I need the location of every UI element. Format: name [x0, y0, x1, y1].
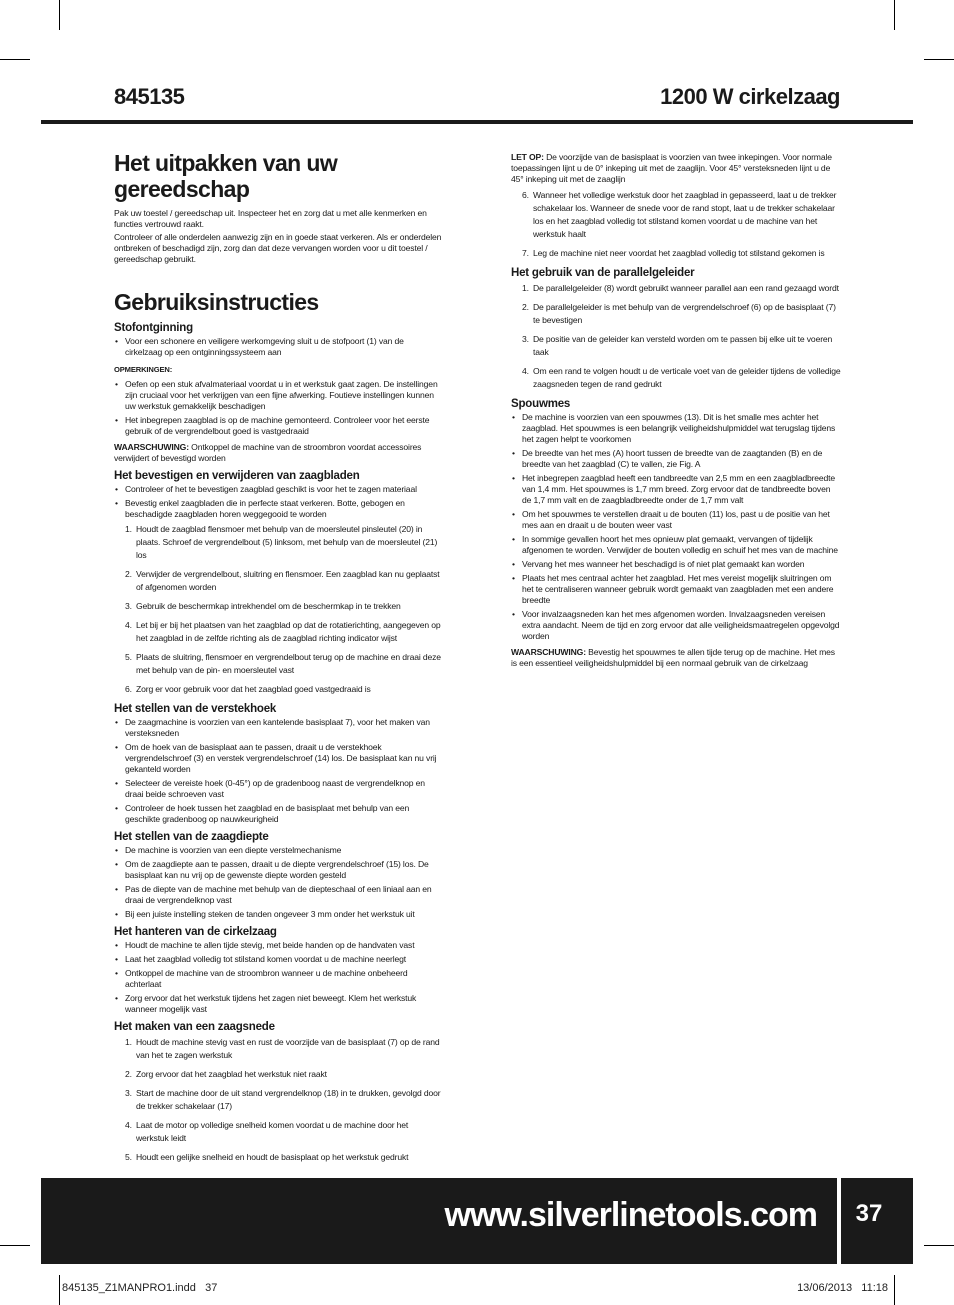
step-text: Verwijder de vergrendelbout, sluitring en flensmoer. Een zaagblad kan nu geplaatst of afgenomen worden	[136, 569, 440, 592]
list-item: • Vervang het mes wanneer het beschadigd is of niet plat gemaakt kan worden	[511, 559, 841, 570]
step-number: 6.	[522, 190, 529, 200]
unpack-heading: Het uitpakken van uw gereedschap	[114, 150, 338, 202]
warning-text: Bevestig het spouwmes te allen tijde terug op de machine. Het mes is een essentieel veiligheidshulpmiddel bij een normaal gebruik van de cirkelzaag	[511, 647, 835, 668]
warning-paragraph	[114, 442, 442, 464]
step-number: 3.	[125, 601, 132, 611]
list-item	[511, 365, 841, 391]
list-item: • Om de hoek van de basisplaat aan te passen, draait u de verstekhoek vergrendelschroef (3) en verstek vergrendelschroef (14) los. De basisplaat kan nu vrij gekanteld worden	[114, 742, 442, 775]
list-item	[114, 1068, 442, 1081]
list-item: • Het inbegrepen zaagblad is op de machine gemonteerd. Controleer voor het eerste gebruik of de vergrendelbout goed is vastgedraaid	[114, 415, 442, 437]
note-paragraph	[511, 152, 841, 185]
list-item: • Om de zaagdiepte aan te passen, draait u de diepte vergrendelschroef (15) los. De basisplaat kan nu vrij op de gewenste diepte worden gesteld	[114, 859, 442, 881]
unpack-paragraph: Pak uw toestel / gereedschap uit. Inspecteer het en zorg dat u met alle kenmerken en functies vertrouwd raakt.	[114, 208, 427, 229]
list-item: • Zorg ervoor dat het werkstuk tijdens het zagen niet beweegt. Klem het werkstuk wanneer mogelijk vast	[114, 993, 442, 1015]
list-item	[114, 568, 442, 594]
list-item: • De machine is voorzien van een diepte verstelmechanisme	[114, 845, 442, 856]
step-number: 5.	[125, 1152, 132, 1162]
list-item: • Bevestig enkel zaagbladen die in perfecte staat verkeren. Botte, gebogen en beschadigde zaagbladen horen weggegooid te worden	[114, 498, 442, 520]
list-item: • De zaagmachine is voorzien van een kantelende basisplaat 7), voor het maken van versteksneden	[114, 717, 442, 739]
step-text: De positie van de geleider kan versteld worden om te passen bij elke uit te voeren taak	[533, 334, 833, 357]
fence-steps	[511, 282, 841, 391]
step-number: 1.	[522, 283, 529, 293]
list-item	[511, 301, 841, 327]
step-text: Wanneer het volledige werkstuk door het zaagblad in gepasseerd, laat u de trekker schakelaar los. Wanneer de snede voor de rand stopt, laat u de trekker schakelaar los en het zaagblad volledig tot stilstand komen voordat u de machine van het werkstuk haalt	[533, 190, 837, 239]
list-item	[114, 523, 442, 562]
stof-bullets	[114, 336, 442, 358]
list-item: • Houdt de machine te allen tijde stevig, met beide handen op de handvaten vast	[114, 940, 442, 951]
note-text: De voorzijde van de basisplaat is voorzien van twee inkepingen. Voor normale toepassingen lijnt u de 0° inkeping uit met de zaaglijn. Voor 45° versteksneden lijnt u de 45° inkeping uit met de zaaglijn	[511, 152, 832, 184]
step-text: Laat de motor op volledige snelheid komen voordat u de machine door het werkstuk leidt	[136, 1120, 409, 1143]
page-number: 37	[855, 1200, 883, 1227]
step-text: Let bij er bij het plaatsen van het zaagblad op dat de rotatierichting, aangegeven op het zaagblad in de zelfde richting als de zaagblad richting indicator wijst	[136, 620, 441, 643]
list-item: • De machine is voorzien van een spouwmes (13). Dit is het smalle mes achter het zaagblad. Het spouwmes is een belangrijk veiligheidshulpmiddel wat terugslag tijdens het zagen helpt te voorkomen	[511, 412, 841, 445]
crop-mark	[0, 1245, 30, 1246]
step-number: 2.	[125, 1069, 132, 1079]
notes-label: OPMERKINGEN:	[114, 365, 173, 374]
step-number: 4.	[125, 1120, 132, 1130]
list-item: • De breedte van het mes (A) hoort tussen de breedte van de zaagtanden (B) en de breedte van het zaagblad (C) te vallen, zie Fig. A	[511, 448, 841, 470]
footer-bar	[41, 1178, 837, 1264]
product-title: 1200 W cirkelzaag	[660, 84, 840, 109]
cut-steps	[114, 1036, 442, 1164]
step-number: 5.	[125, 652, 132, 662]
handling-bullets	[114, 940, 442, 1015]
footer-url: www.silverlinetools.com	[444, 1196, 817, 1234]
blades-steps	[114, 523, 442, 696]
step-number: 1.	[125, 524, 132, 534]
blades-bullets	[114, 484, 442, 520]
warning-text: Ontkoppel de machine van de stroombron voordat accessoires verwijdert of bevestigd worden	[114, 442, 422, 463]
step-number: 3.	[522, 334, 529, 344]
step-number: 4.	[125, 620, 132, 630]
list-item: • Laat het zaagblad volledig tot stilstand komen voordat u de machine neerlegt	[114, 954, 442, 965]
step-text: Om een rand te volgen houdt u de verticale voet van de geleider tijdens de volledige zaagsneden tegen de rand gedrukt	[533, 366, 841, 389]
notes-list	[114, 379, 442, 437]
step-text: Houdt de machine stevig vast en rust de voorzijde van de basisplaat (7) op de rand van het te zagen werkstuk	[136, 1037, 440, 1060]
section-title-bevel: Het stellen van de verstekhoek	[114, 703, 277, 715]
cut-steps-continued	[511, 189, 841, 260]
step-text: Zorg ervoor dat het zaagblad het werkstuk niet raakt	[136, 1069, 327, 1079]
section-title-cut: Het maken van een zaagsnede	[114, 1021, 275, 1033]
list-item	[114, 1036, 442, 1062]
left-column	[114, 150, 442, 1170]
list-item: • Ontkoppel de machine van de stroombron wanneer u de machine onbeheerd achterlaat	[114, 968, 442, 990]
crop-mark	[894, 1275, 895, 1305]
list-item: • Voor een schonere en veiligere werkomgeving sluit u de stofpoort (1) van de cirkelzaag op een ontginningssysteem aan	[114, 336, 442, 358]
step-text: Start de machine door de uit stand vergrendelknop (18) in te drukken, gevolgd door de trekker schakelaar (17)	[136, 1088, 441, 1111]
product-code: 845135	[114, 84, 185, 109]
crop-mark	[59, 1275, 60, 1305]
warning-paragraph	[511, 647, 841, 669]
list-item	[511, 333, 841, 359]
list-item	[511, 247, 841, 260]
list-item: • Plaats het mes centraal achter het zaagblad. Het mes vereist mogelijk sluitringen om het te centraliseren wanneer gebruik wordt gemaakt van zaagbladen met een andere breedte	[511, 573, 841, 606]
step-number: 7.	[522, 248, 529, 258]
step-text: De parallelgeleider (8) wordt gebruikt wanneer parallel aan een rand gezaagd wordt	[533, 283, 839, 293]
list-item	[114, 683, 442, 696]
step-number: 2.	[522, 302, 529, 312]
page-number-box	[841, 1178, 913, 1264]
step-number: 3.	[125, 1088, 132, 1098]
list-item: • In sommige gevallen hoort het mes opnieuw plat gemaakt, vervangen of tijdelijk afgenomen te worden. Verwijder de bouten volledig en schuif het mes van de machine	[511, 534, 841, 556]
step-text: Houdt een gelijke snelheid en houdt de basisplaat op het werkstuk gedrukt	[136, 1152, 409, 1162]
section-title-riving: Spouwmes	[511, 398, 571, 410]
list-item: • Voor invalzaagsneden kan het mes afgenomen worden. Invalzaagsneden vereisen extra aandacht. Neem de tijd en zorg ervoor dat alle veiligheidsmaatregelen opgevolgd worden	[511, 609, 841, 642]
list-item	[114, 1119, 442, 1145]
crop-mark	[924, 1245, 954, 1246]
list-item	[114, 651, 442, 677]
list-item: • Het inbegrepen zaagblad heeft een tandbreedte van 2,5 mm en een zaagbladbreedte van 1,4 mm. Het spouwmes is 1,7 mm breed. Zorg ervoor dat de tandbreedte boven de 1,7 mm valt en de zaagbladbreedte onder de 1,7 mm valt	[511, 473, 841, 506]
list-item: • Controleer de hoek tussen het zaagblad en de basisplaat met behulp van een geschikte gradenboog op nauwkeurigheid	[114, 803, 442, 825]
list-item: • Bij een juiste instelling steken de tanden ongeveer 3 mm onder het werkstuk uit	[114, 909, 442, 920]
list-item: • Controleer of het te bevestigen zaagblad geschikt is voor het te zagen materiaal	[114, 484, 442, 495]
section-title-fence: Het gebruik van de parallelgeleider	[511, 267, 695, 279]
step-text: Plaats de sluitring, flensmoer en vergrendelbout terug op de machine en draai deze met behulp van de pin- en moersleutel vast	[136, 652, 441, 675]
step-text: Leg de machine niet neer voordat het zaagblad volledig tot stilstand gekomen is	[533, 248, 825, 258]
list-item	[114, 1151, 442, 1164]
section-title-stof: Stofontginning	[114, 322, 193, 334]
step-text: Houdt de zaagblad flensmoer met behulp van de moersleutel pinsleutel (20) in plaats. Schroef de vergrendelbout (5) linksom, met behulp van de moersleutel (21) los	[136, 524, 438, 560]
step-text: Zorg er voor gebruik voor dat het zaagblad goed vastgedraaid is	[136, 684, 371, 694]
riving-bullets	[511, 412, 841, 642]
section-title-depth: Het stellen van de zaagdiepte	[114, 831, 269, 843]
step-text: Gebruik de beschermkap intrekhendel om de beschermkap in te trekken	[136, 601, 401, 611]
depth-bullets	[114, 845, 442, 920]
right-column	[511, 152, 841, 673]
print-slug-date: 13/06/2013 11:18	[797, 1282, 888, 1294]
warning-label: WAARSCHUWING:	[114, 442, 189, 452]
step-number: 4.	[522, 366, 529, 376]
step-number: 2.	[125, 569, 132, 579]
usage-heading: Gebruiksinstructies	[114, 289, 319, 315]
step-number: 1.	[125, 1037, 132, 1047]
print-slug-file: 845135_Z1MANPRO1.indd 37	[62, 1282, 218, 1294]
step-text: De parallelgeleider is met behulp van de vergrendelschroef (6) op de basisplaat (7) te bevestigen	[533, 302, 836, 325]
list-item: • Selecteer de vereiste hoek (0-45°) op de gradenboog naast de vergrendelknop en draai beide schroeven vast	[114, 778, 442, 800]
list-item	[114, 1087, 442, 1113]
list-item	[511, 282, 841, 295]
section-title-blades: Het bevestigen en verwijderen van zaagbladen	[114, 470, 360, 482]
step-number: 6.	[125, 684, 132, 694]
list-item	[114, 619, 442, 645]
warning-label: WAARSCHUWING:	[511, 647, 586, 657]
list-item: • Om het spouwmes te verstellen draait u de bouten (11) los, past u de positie van het mes aan en draait u de bouten weer vast	[511, 509, 841, 531]
crop-mark	[894, 0, 895, 30]
unpack-paragraph: Controleer of alle onderdelen aanwezig zijn en in goede staat verkeren. Als er onderdelen ontbreken of beschadigd zijn, zorg dan dat deze vervangen worden voor u dit toestel / gereedschap gebruikt.	[114, 232, 442, 264]
list-item	[114, 600, 442, 613]
bevel-bullets	[114, 717, 442, 825]
crop-mark	[0, 59, 30, 60]
crop-mark	[924, 59, 954, 60]
header-rule	[41, 120, 913, 124]
list-item: • Oefen op een stuk afvalmateriaal voordat u in et werkstuk gaat zagen. De instellingen zijn cruciaal voor het verkrijgen van een fijne afwerking. Foutieve instellingen kunnen uw werkstuk gemakkelijk beschadigen	[114, 379, 442, 412]
note-label: LET OP:	[511, 152, 544, 162]
list-item	[511, 189, 841, 241]
section-title-handling: Het hanteren van de cirkelzaag	[114, 926, 277, 938]
list-item: • Pas de diepte van de machine met behulp van de diepteschaal of een liniaal aan en draai de vergrendelknop vast	[114, 884, 442, 906]
crop-mark	[59, 0, 60, 30]
